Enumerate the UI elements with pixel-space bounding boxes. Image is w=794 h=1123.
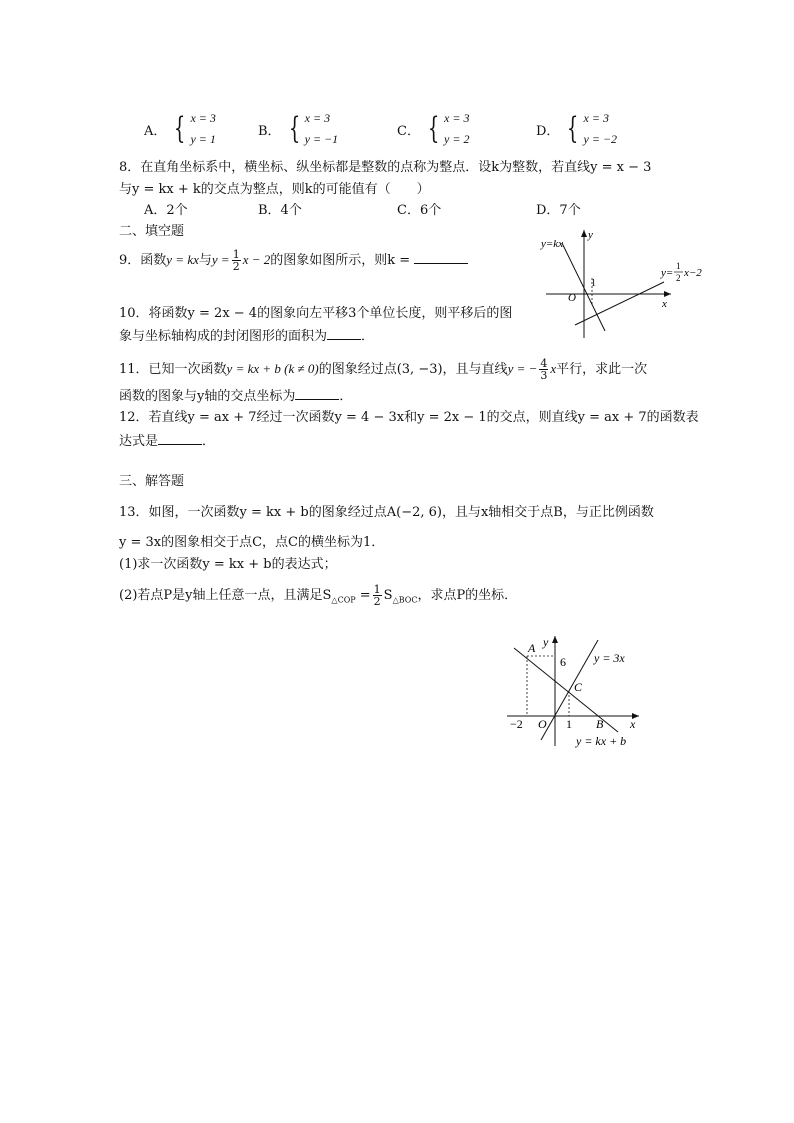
- q8-option-d: D．7个: [536, 203, 581, 218]
- label-x: x: [630, 717, 636, 731]
- x-axis-arrow: [664, 291, 671, 297]
- subscript-boc: △BOC: [392, 595, 418, 605]
- q12-line1: 12．若直线y = ax + 7经过一次函数y = 4 − 3x和y = 2x − 1的交点，则直线y = ax + 7的函数表: [119, 410, 699, 425]
- q12-end: ．: [202, 434, 216, 449]
- q11-line2: [119, 389, 352, 405]
- brace: {: [427, 111, 440, 146]
- q11-answer-blank[interactable]: [295, 399, 339, 400]
- label-y-kx: y=kx: [541, 238, 564, 250]
- system-row: y = 1: [190, 132, 216, 146]
- q13-eq: =: [355, 588, 371, 603]
- q8-line2: 与y = kx + k的交点为整点，则k的可能值有（ ）: [119, 182, 430, 197]
- label-y: y: [543, 635, 549, 649]
- q11-line2-text: 函数的图象与y轴的交点坐标为: [119, 389, 296, 404]
- label-y-3x: y = 3x: [594, 651, 625, 665]
- q7-option-b: [258, 108, 338, 150]
- system-row: y = 2: [444, 132, 470, 146]
- y-axis-arrow: [552, 636, 558, 643]
- system-row: x = 3: [583, 111, 609, 125]
- section-heading-fill-blank: 二、填空题: [119, 224, 185, 239]
- fraction-half: [232, 249, 241, 272]
- line-half-x-minus-2: [575, 282, 664, 325]
- q9-answer-blank[interactable]: [414, 263, 468, 264]
- numerator: 1: [373, 583, 381, 596]
- q13-line1: 13．如图，一次函数y = kx + b的图象经过点A(−2, 6)，且与x轴相交于点B，与正比例函数: [119, 505, 654, 520]
- numerator: 1: [232, 248, 240, 261]
- label-one: 1: [566, 717, 572, 731]
- q11-line1: [119, 358, 647, 381]
- q11-formula3: x: [550, 361, 557, 376]
- q10-answer-blank[interactable]: [327, 339, 361, 340]
- y-axis-arrow: [581, 230, 587, 237]
- q11-post: 平行，求此一次: [556, 362, 648, 377]
- q13-line2: y = 3x的图象相交于点C，点C的横坐标为1．: [119, 535, 385, 550]
- q9-formula2a: y =: [211, 252, 230, 267]
- subscript-cop: △COP: [331, 595, 356, 605]
- q11-formula2: y = −: [507, 361, 538, 376]
- system-row: y = −2: [583, 132, 618, 146]
- q9-pre: 9．函数: [119, 253, 167, 268]
- brace: {: [288, 111, 300, 146]
- system-row: y = −1: [304, 132, 339, 146]
- fraction-half: [373, 584, 382, 607]
- option-label: C．: [397, 123, 420, 139]
- q7-option-a: [144, 108, 216, 150]
- option-label: B．: [258, 123, 281, 139]
- figure-q13-graph: [505, 632, 650, 754]
- section-heading-solve: 三、解答题: [119, 474, 185, 489]
- label-line-prefix: y=: [661, 267, 674, 279]
- q7-option-d: [536, 108, 617, 150]
- q9-post: 的图象如图所示，则k =: [270, 253, 411, 268]
- q9-formula2b: x − 2: [242, 252, 271, 267]
- q7-option-c: [397, 108, 469, 150]
- denominator: 2: [373, 595, 381, 608]
- label-frac-num: 1: [676, 261, 681, 271]
- label-line-tail: x−2: [684, 267, 702, 279]
- system-row: x = 3: [444, 111, 470, 125]
- q11-formula: y = kx + b (k ≠ 0): [226, 361, 319, 376]
- q13-part2: [119, 584, 517, 607]
- label-x: x: [662, 298, 667, 310]
- system-row: x = 3: [190, 111, 216, 125]
- fraction-four-thirds: [539, 358, 548, 381]
- label-minus-two: −2: [510, 717, 523, 731]
- figure-q9-graph: [538, 226, 708, 344]
- option-label: D．: [536, 123, 560, 139]
- label-frac-den: 2: [676, 273, 681, 283]
- q11-pre: 11．已知一次函数: [119, 362, 227, 377]
- q10-end: ．: [361, 329, 375, 344]
- q12-line2: [119, 434, 215, 450]
- q8-line1: 8．在直角坐标系中，横坐标、纵坐标都是整数的点称为整点．设k为整数，若直线y = x − 3: [119, 160, 652, 175]
- label-y-kx-b: y = kx + b: [576, 734, 627, 748]
- q9-text: [119, 249, 468, 272]
- brace: {: [567, 111, 579, 146]
- q10-line2-text: 象与坐标轴构成的封闭图形的面积为: [119, 329, 328, 344]
- label-origin: O: [538, 717, 547, 731]
- q9-formula1: y = kx: [166, 252, 199, 267]
- label-one: 1: [591, 278, 596, 289]
- label-six: 6: [560, 655, 566, 669]
- option-label: A．: [144, 123, 167, 139]
- label-c: C: [574, 680, 583, 694]
- numerator: 4: [540, 357, 548, 370]
- q13-s: S: [383, 588, 393, 603]
- q8-option-a: A．2个: [144, 203, 188, 218]
- q12-line2-text: 达式是: [119, 434, 159, 449]
- denominator: 2: [232, 260, 240, 273]
- q11-end: ．: [339, 389, 353, 404]
- q9-mid: 与: [198, 253, 212, 268]
- q13-part2-pre: (2)若点P是y轴上任意一点，且满足S: [119, 588, 332, 603]
- q13-part2-post: ，求点P的坐标．: [417, 588, 518, 603]
- label-y: y: [588, 229, 593, 241]
- q8-option-b: B．4个: [258, 203, 302, 218]
- q12-answer-blank[interactable]: [158, 444, 202, 445]
- q13-part1: (1)求一次函数y = kx + b的表达式；: [119, 557, 337, 572]
- q8-option-c: C．6个: [397, 203, 442, 218]
- q11-mid: 的图象经过点(3, −3)，且与直线: [318, 362, 508, 377]
- denominator: 3: [540, 369, 548, 382]
- system-row: x = 3: [304, 111, 331, 125]
- q10-line1: 10．将函数y = 2x − 4的图象向左平移3个单位长度，则平移后的图: [119, 306, 513, 321]
- label-a: A: [528, 641, 536, 655]
- label-origin: O: [568, 292, 576, 304]
- q10-line2: [119, 329, 374, 345]
- brace: {: [174, 111, 186, 146]
- label-b: B: [596, 717, 604, 731]
